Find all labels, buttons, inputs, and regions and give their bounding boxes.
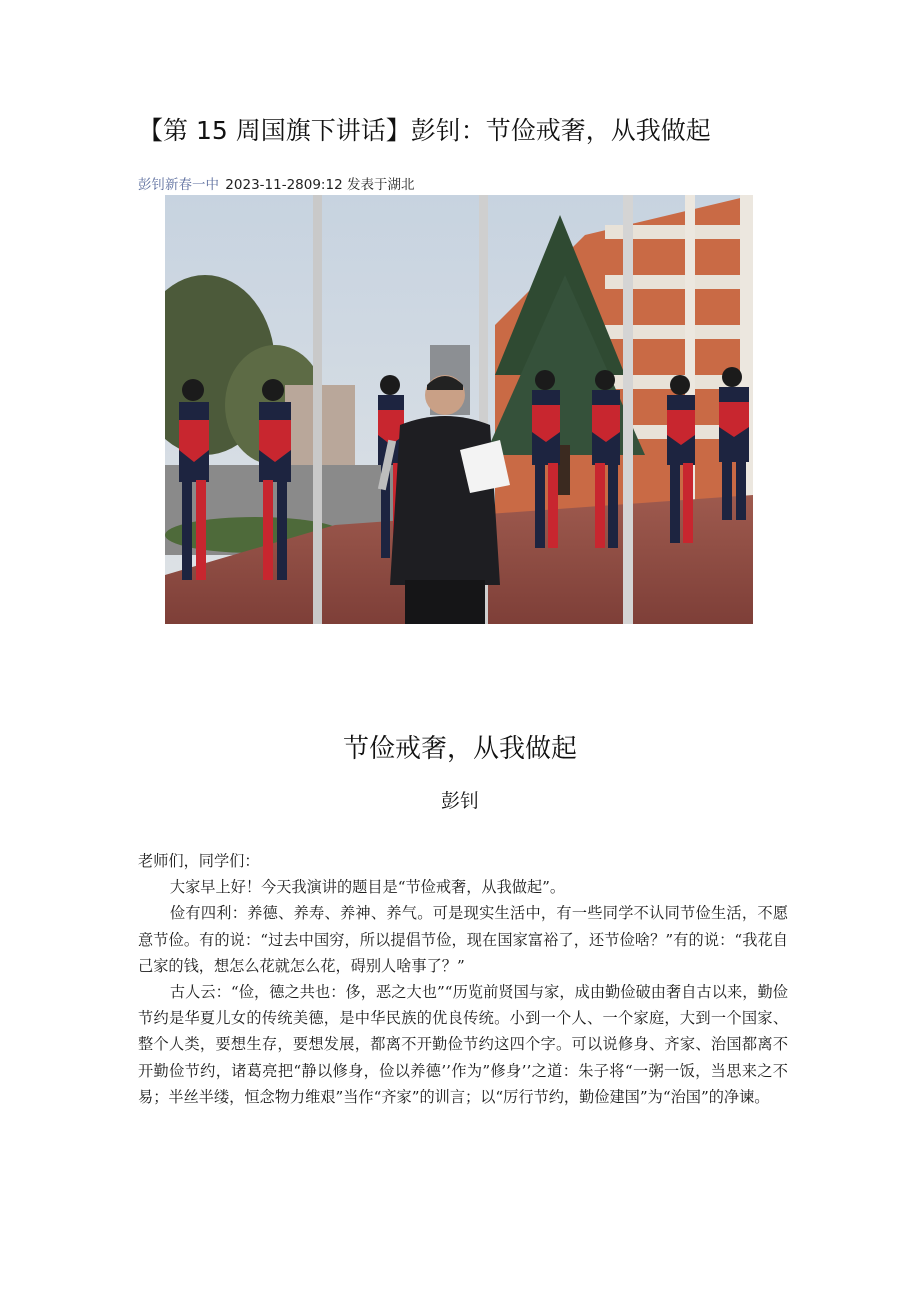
post-location: 发表于湖北 (346, 177, 415, 193)
flag-ceremony-photo (165, 195, 753, 624)
article-title: 节俭戒奢，从我做起 (342, 734, 577, 764)
post-meta (138, 175, 414, 195)
page-title: 【第 15 周国旗下讲话】彭钊：节俭戒奢，从我做起 (138, 116, 711, 145)
post-datetime: 2023-11-2809:12 (225, 177, 343, 193)
body-paragraph: 俭有四利：养德、养寿、养神、养气。可是现实生活中，有一些同学不认同节俭生活，不愿意节俭。有的说：“过去中国穷，所以提倡节俭，现在国家富裕了，还节俭啥？”有的说：“我花自己家的钱，想怎么花就怎么花，碍别人啥事了？” (138, 904, 788, 975)
author-link[interactable]: 彭钊新春一中 (138, 177, 219, 193)
body-paragraph: 大家早上好！今天我演讲的题目是“节俭戒奢，从我做起”。 (169, 878, 566, 897)
greeting-paragraph: 老师们，同学们： (138, 852, 260, 870)
photo-illustration (165, 195, 753, 624)
article-author: 彭钊 (440, 790, 479, 812)
body-paragraph: 古人云：“俭，德之共也：侈，恶之大也”“历览前贤国与家，成由勤俭破由奢自古以来，勤俭节约是华夏儿女的传统美德，是中华民族的优良传统。小到一个人、一个家庭，大到一个国家、整个人类，要想生存，要想发展，都离不开勤俭节约这四个字。可以说修身、齐家、治国都离不开勤俭节约，诸葛亮把“静以修身，俭以养德’’作为”修身’’之道：朱子将“一粥一饭，当思来之不易；半丝半缕，恒念物力维艰”当作“齐家”的训言；以“厉行节约，勤俭建国”为“治国”的净谏。 (138, 983, 788, 1106)
article-body (138, 848, 788, 1110)
